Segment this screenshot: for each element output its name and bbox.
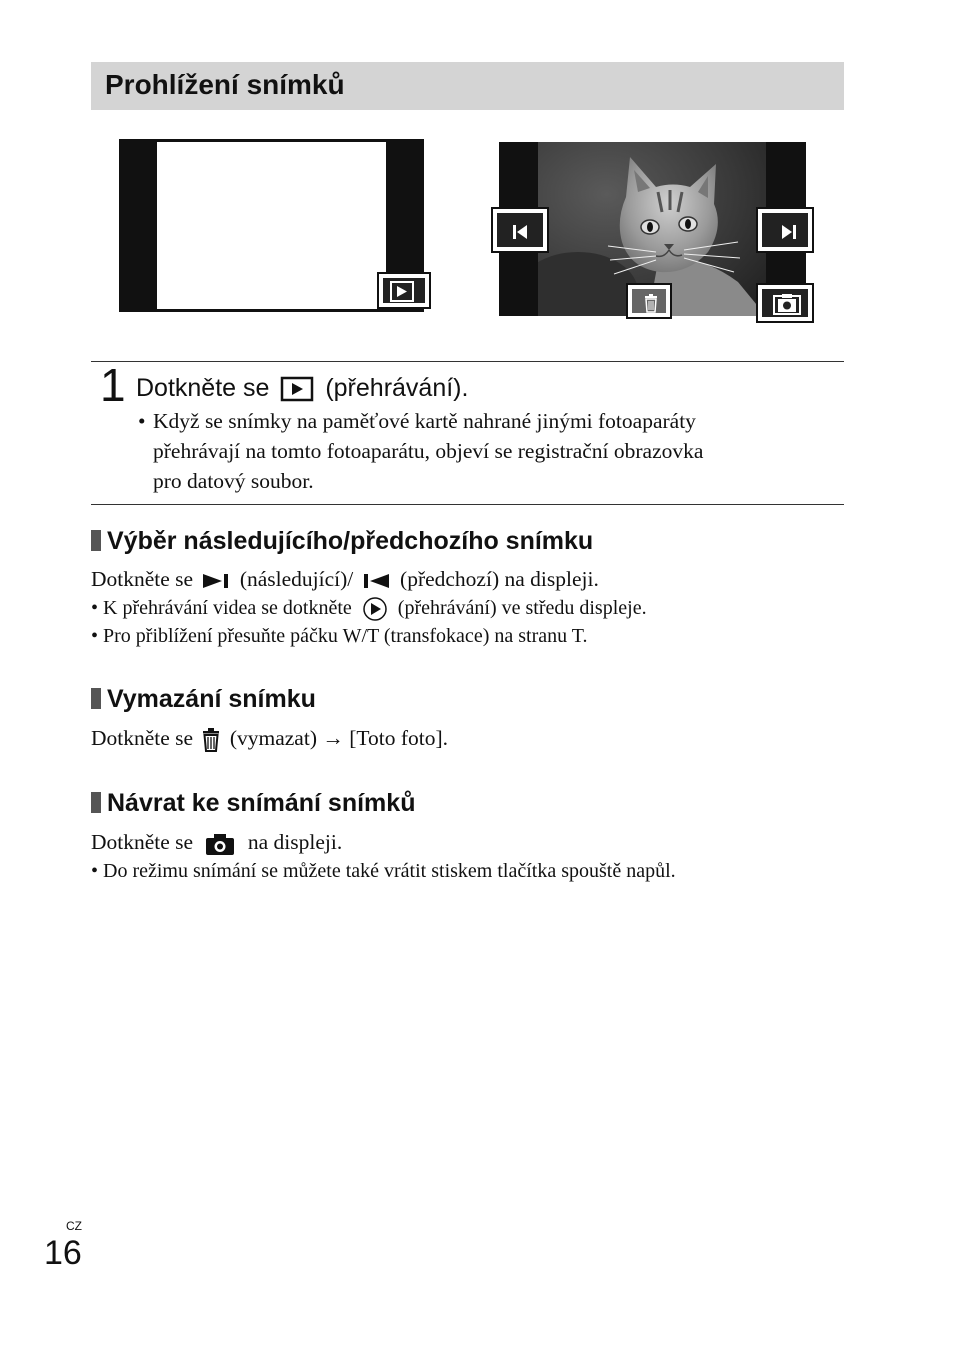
step-note-line3: pro datový soubor. [153,469,314,493]
delete-button[interactable] [626,283,672,319]
return-text-1: Dotkněte se [91,830,194,854]
step-text-before: Dotkněte se [136,374,270,402]
section-marker [91,792,101,813]
section-heading-delete [91,685,316,714]
section-title-bar [91,62,844,110]
delete-instruction [91,723,448,753]
step-number: 1 [100,359,126,411]
previous-image-button[interactable] [491,207,549,253]
playback-button[interactable] [377,272,431,309]
step-note-bullet: • [138,409,146,433]
section-heading-return [91,789,415,818]
section-heading-delete-text: Vymazání snímku [107,685,316,713]
select-bullet-1-text-b: (přehrávání) ve středu displeje. [397,597,647,619]
camera-icon [204,832,236,856]
section-heading-return-text: Návrat ke snímání snímků [107,789,416,817]
screen-display-area [157,142,386,309]
select-bullet-1 [91,594,647,622]
arrow-icon: → [322,726,344,750]
play-circle-icon [361,596,389,622]
page-number: 16 [44,1234,82,1272]
section-marker [91,688,101,709]
section-marker [91,530,101,551]
section-heading-select [91,527,593,556]
delete-text-2: (vymazat) [229,726,317,750]
step-top-rule [91,361,844,362]
return-text-2: na displeji. [247,830,343,854]
playback-icon [280,376,314,402]
delete-text-1: Dotkněte se [91,726,194,750]
page-title: Prohlížení snímků [105,69,345,100]
next-image-button[interactable] [756,207,814,253]
step-note-line2: přehrávají na tomto fotoaparátu, objeví se registrační obrazovka [153,439,704,463]
select-text-2: (následující)/ [239,567,354,591]
return-bullet-1: • Do režimu snímání se můžete také vrátit stiskem tlačítka spouště napůl. [91,860,676,882]
previous-icon [499,215,545,249]
shooting-mode-button[interactable] [756,283,814,323]
section-heading-select-text: Výběr následujícího/předchozího snímku [107,527,594,555]
delete-text-3: [Toto foto]. [349,726,449,750]
trash-icon [200,727,222,753]
step-instruction [136,374,468,403]
trash-icon [634,291,668,315]
select-bullet-1-text-a: • K přehrávání videa se dotkněte [91,597,352,619]
step-bottom-rule [91,504,844,505]
select-bullet-2: • Pro přiblížení přesuňte páčku W/T (transfokace) na stranu T. [91,625,588,647]
return-instruction [91,827,342,857]
next-icon [200,571,232,591]
next-icon [764,215,810,249]
previous-icon [361,571,393,591]
country-code: CZ [66,1219,82,1233]
step-note-line1: Když se snímky na paměťové kartě nahrané jinými fotoaparáty [153,409,696,433]
playback-icon [387,281,425,302]
select-text-1: Dotkněte se [91,567,194,591]
select-instruction [91,564,599,594]
step-text-after: (přehrávání). [325,374,469,402]
camera-icon [764,291,810,319]
select-text-3: (předchozí) na displeji. [400,567,599,591]
